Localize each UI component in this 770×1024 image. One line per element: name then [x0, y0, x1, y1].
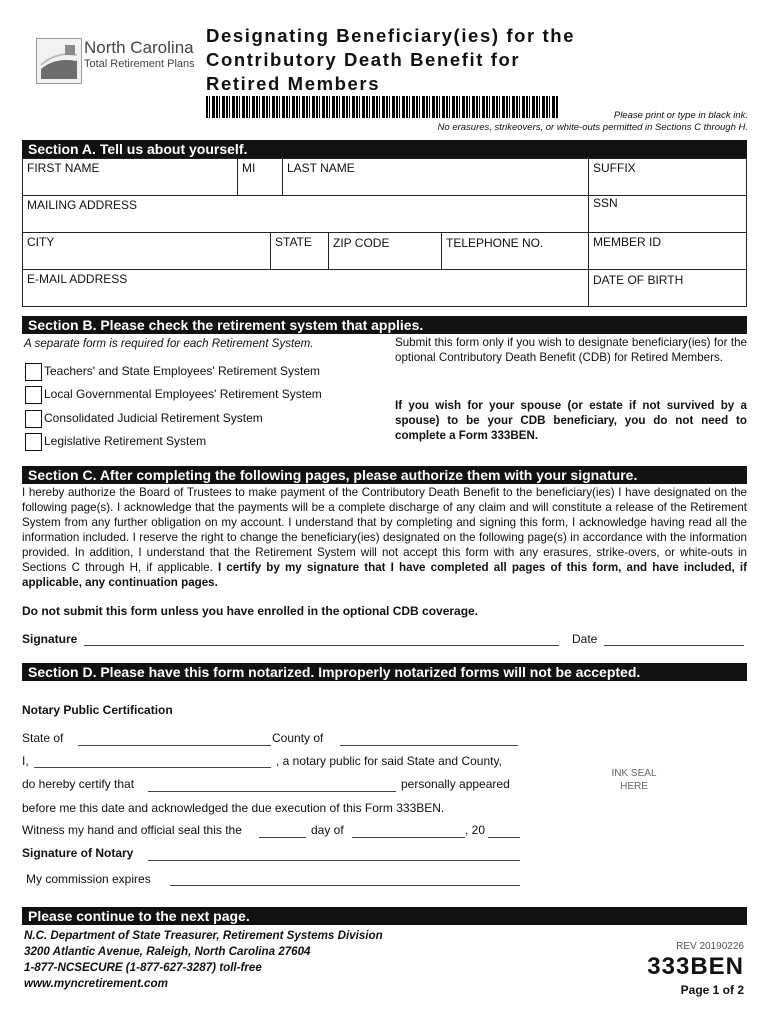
city-field[interactable]: CITY [27, 235, 55, 249]
row-divider [22, 195, 747, 196]
logo-line2: Total Retirement Plans [84, 58, 195, 70]
zip-field[interactable]: ZIP CODE [333, 236, 390, 250]
commission-label: My commission expires [26, 872, 151, 886]
footer-line: 1-877-NCSECURE (1-877-627-3287) toll-free [24, 961, 262, 974]
email-field[interactable]: E-MAIL ADDRESS [27, 272, 128, 286]
form-title [206, 24, 575, 96]
col-divider [588, 158, 589, 307]
notary-signature-line[interactable] [148, 860, 520, 861]
year-line[interactable] [488, 837, 520, 838]
title-line: Designating Beneficiary(ies) for the [206, 25, 576, 46]
acknowledged-text: before me this date and acknowledged the due execution of this Form 333BEN. [22, 801, 445, 815]
lgers-checkbox[interactable] [25, 386, 42, 404]
county-of-label: County of [272, 731, 324, 745]
state-field[interactable]: STATE [275, 235, 312, 249]
notary-i-label: I, [22, 754, 29, 768]
logo-line1: North Carolina [84, 38, 194, 57]
date-label: Date [572, 632, 598, 646]
spouse-info: If you wish for your spouse (or estate if not survived by a spouse) to be your CDB beneficiary, you do not need to complete a Form 333BEN. [395, 399, 747, 442]
notary-name-line[interactable] [34, 767, 271, 768]
submit-info: Submit this form only if you wish to designate beneficiary(ies) for the optional Contributory Death Benefit (CDB) for Retired Members. [395, 336, 747, 364]
witness-label: Witness my hand and official seal this the [22, 823, 242, 837]
lgers-label: Local Governmental Employees' Retirement System [44, 387, 322, 401]
notary-signature-label: Signature of Notary [22, 846, 134, 860]
separate-form-note: A separate form is required for each Retirement System. [24, 337, 314, 350]
title-line: Contributory Death Benefit for [206, 49, 521, 70]
county-of-line[interactable] [340, 745, 518, 746]
telephone-field[interactable]: TELEPHONE NO. [446, 236, 544, 250]
suffix-field[interactable]: SUFFIX [593, 161, 636, 175]
mailing-address-field[interactable]: MAILING ADDRESS [27, 198, 138, 212]
section-d-header: Section D. Please have this form notarized. Improperly notarized forms will not be accepted. [22, 663, 747, 681]
col-divider [282, 158, 283, 195]
row-divider [22, 269, 747, 270]
seal-line: HERE [620, 781, 648, 792]
signature-line[interactable] [84, 645, 559, 646]
certify-that-label: do hereby certify that [22, 777, 135, 791]
notary-for-text: , a notary public for said State and County, [276, 754, 502, 768]
section-b-header: Section B. Please check the retirement system that applies. [22, 316, 747, 334]
cdb-warning: Do not submit this form unless you have enrolled in the optional CDB coverage. [22, 604, 479, 618]
ssn-field[interactable]: SSN [593, 196, 618, 210]
continue-banner: Please continue to the next page. [22, 907, 747, 925]
form-number: 333BEN [647, 953, 744, 980]
certify-statement: I certify by my signature that I have completed all pages of this form, and have included, if applicable, any continuation pages. [22, 561, 747, 589]
date-line[interactable] [604, 645, 744, 646]
last-name-field[interactable]: LAST NAME [287, 161, 355, 175]
footer-line: 3200 Atlantic Avenue, Raleigh, North Carolina 27604 [24, 945, 311, 958]
lrs-label: Legislative Retirement System [44, 434, 207, 448]
cjrs-label: Consolidated Judicial Retirement System [44, 411, 263, 425]
page-number: Page 1 of 2 [680, 983, 744, 997]
day-line[interactable] [259, 837, 306, 838]
landscape-icon [37, 39, 81, 83]
title-line: Retired Members [206, 73, 381, 94]
revision-number: REV 20190226 [676, 941, 744, 952]
commission-line[interactable] [170, 885, 520, 886]
section-c-header: Section C. After completing the following pages, please authorize them with your signature. [22, 466, 747, 484]
footer-address [24, 928, 383, 992]
col-divider [270, 232, 271, 269]
day-of-label: day of [311, 823, 344, 837]
col-divider [237, 158, 238, 195]
dob-field[interactable]: DATE OF BIRTH [593, 273, 684, 287]
logo-mark [36, 38, 82, 84]
authorization-body: I hereby authorize the Board of Trustees to make payment of the Contributory Death Benefit to the beneficiary(ies) I have designated on the following page(s). I acknowledge that the payments will be a complete discharge of any claim and will constitute a release of the Retirement System from any further obligation on my account. I understand that by completing and signing this form, I acknowledge having read all the information included. I reserve the right to change the beneficiary(ies) designated on the following page(s) in accordance with the information provided. In addition, I understand that the Retirement System will not accept this form with any erasures, strike-overs, or white-outs in Sections C through H, if applicable. [22, 486, 747, 574]
footer-website: www.myncretirement.com [24, 977, 168, 990]
state-of-line[interactable] [78, 745, 271, 746]
lrs-checkbox[interactable] [25, 433, 42, 451]
col-divider [441, 232, 442, 269]
tsers-checkbox[interactable] [25, 363, 42, 381]
col-divider [328, 232, 329, 269]
mi-field[interactable]: MI [242, 161, 256, 175]
notary-title: Notary Public Certification [22, 703, 173, 717]
signature-label: Signature [22, 632, 78, 646]
cjrs-checkbox[interactable] [25, 410, 42, 428]
month-line[interactable] [352, 837, 465, 838]
state-of-label: State of [22, 731, 64, 745]
ink-note: Please print or type in black ink. [613, 110, 748, 121]
section-a-header: Section A. Tell us about yourself. [22, 140, 747, 158]
certify-name-line[interactable] [148, 791, 396, 792]
row-divider [22, 232, 747, 233]
erasure-note: No erasures, strikeovers, or white-outs permitted in Sections C through H. [437, 122, 748, 133]
appeared-label: personally appeared [401, 777, 510, 791]
seal-line: INK SEAL [611, 768, 657, 779]
footer-line: N.C. Department of State Treasurer, Retirement Systems Division [24, 929, 383, 942]
year-label: , 20 [465, 823, 486, 837]
tsers-label: Teachers' and State Employees' Retirement System [44, 364, 321, 378]
member-id-field[interactable]: MEMBER ID [593, 235, 662, 249]
barcode [206, 96, 558, 118]
authorization-text [22, 485, 747, 590]
ink-seal-area [574, 767, 694, 793]
first-name-field[interactable]: FIRST NAME [27, 161, 100, 175]
